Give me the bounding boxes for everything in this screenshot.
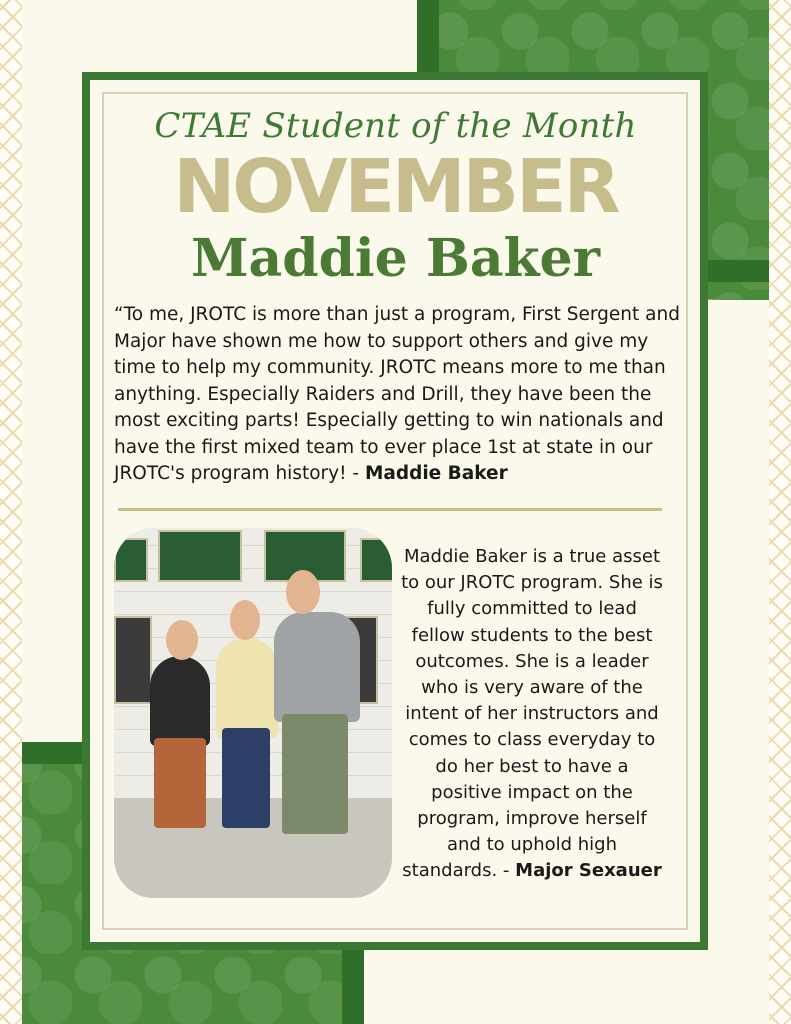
photo-poster xyxy=(158,530,242,582)
student-photo xyxy=(114,528,392,898)
student-quote xyxy=(114,302,680,488)
student-name: Maddie Baker xyxy=(190,228,601,289)
photo-poster xyxy=(360,538,392,582)
month-heading: NOVEMBER xyxy=(173,144,618,230)
instructor-description xyxy=(398,544,666,885)
person-center-shirt xyxy=(216,638,278,738)
person-center-jeans xyxy=(222,728,270,828)
person-left-top xyxy=(150,656,210,746)
person-right-top xyxy=(274,612,360,722)
flyer-subtitle: CTAE Student of the Month xyxy=(154,106,637,146)
photo-poster xyxy=(114,538,148,582)
quote-author: Maddie Baker xyxy=(364,463,508,484)
person-center-head xyxy=(230,600,260,640)
divider-line xyxy=(118,508,662,511)
person-left-pants xyxy=(154,738,206,828)
person-right-head xyxy=(286,570,320,614)
description-author: Major Sexauer xyxy=(515,860,662,882)
photo-frame xyxy=(114,616,152,704)
description-text: Maddie Baker is a true asset to our JROTC program. She is fully committed to lead fellow students to the best outcomes. She is a leader who is very aware of the intent of her instructors and comes to class everyday to do her best to have a positive impact on the program, improve herself and to uphold high standards. - xyxy=(401,546,663,882)
person-right-pants xyxy=(282,714,348,834)
person-left-head xyxy=(166,620,198,660)
quote-text: “To me, JROTC is more than just a program, First Sergent and Major have shown me how to support others and give my time to help my community. JROTC means more to me than anything. Especially Raiders and Drill, they have been the most exciting parts! Especially getting to win nationals and have the first mixed team to ever place 1st at state in our JROTC's program history! - xyxy=(114,304,680,484)
